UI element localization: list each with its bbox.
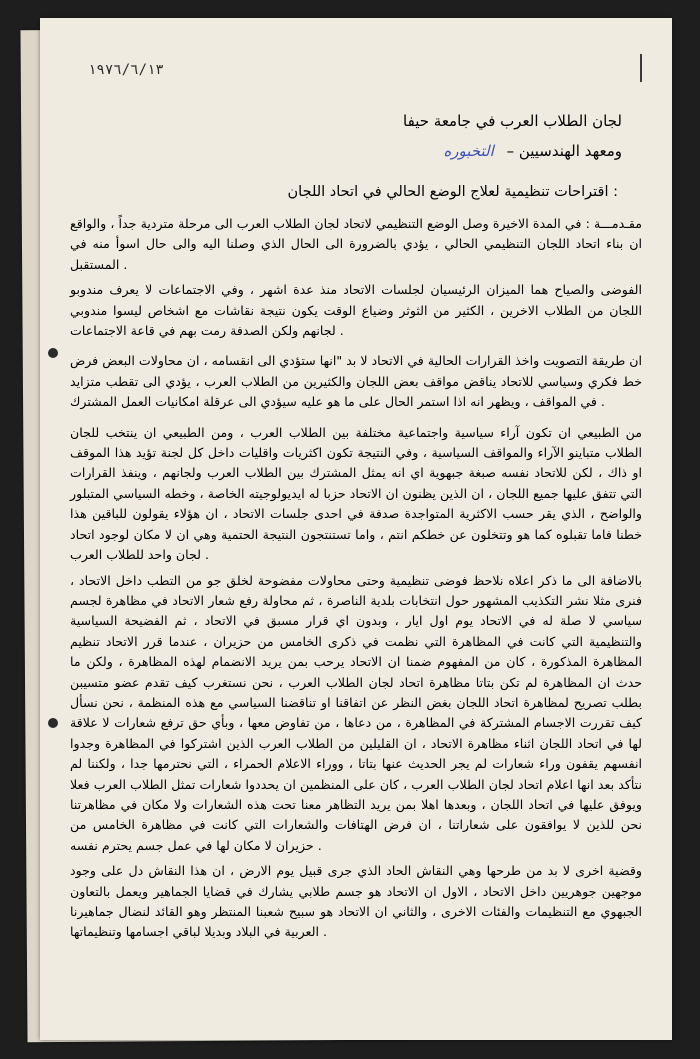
header-line-2-text: ومعهد الهندسيين – (506, 142, 622, 160)
document-sheet (40, 18, 672, 1040)
header-line-2 (403, 136, 622, 166)
document-title: اقتراحات تنظيمية لعلاج الوضع الحالي في اتحاد اللجان : (287, 184, 618, 200)
header-line-1: لجان الطلاب العرب في جامعة حيفا (403, 112, 622, 130)
margin-mark (640, 54, 642, 82)
handwritten-note: التخبوره (443, 142, 494, 160)
paragraph: من الطبيعي ان تكون آراء سياسية واجتماعية مختلفة بين الطلاب العرب ، ومن الطبيعي ان ينتخب للجان الطلاب متباينو الآراء والمواقف السياسية ، وفي النتيجة تكون اكثريات واقليات داخل كل لجنة تؤيد هذا الموقف او ذاك ، لكن للاتحاد نفسه صبغة جبهوية اي انه يمثل المشترك بين الطلاب العرب ولجانهم ، وينفذ القرارات التي تتفق عليها جميع اللجان ، ان الذين يظنون ان الاتحاد حزبا له ايديولوجيته الخاصة ، وخطه السياسي المتبلور والواضح ، الذي يقر حسب الاكثرية المتواجدة صدفة في احدى جلسات الاتحاد ، ان هؤلاء يقولون للباقين هذا خطنا فاما تقبلوه كما هو وتتخلون عن خطكم انتم ، واما تستنتجون النتيجة الحتمية وهي ان لا مكان لوجود اتحاد لجان واحد للطلاب العرب . (70, 424, 642, 563)
punch-hole (48, 348, 58, 358)
document-date: ١٩٧٦/٦/١٣ (88, 62, 164, 78)
paragraph: ان طريقة التصويت واخذ القرارات الحالية في الاتحاد لا بد "انها ستؤدي الى انقسامه ، ان محاولات البعض فرض خط فكري وسياسي للاتحاد يناقض مواقف بعض اللجان والكثيرين من الطلاب العرب ، يؤدي الى تقطب متزايد في المواقف ، ويظهر انه اذا استمر الحال على ما هو عليه سيؤدي الى عرقلة امكانيات العمل المشترك . (70, 353, 642, 410)
paragraph: الفوضى والصياح هما الميزان الرئيسيان لجلسات الاتحاد منذ عدة اشهر ، وفي الاجتماعات لا يعرف مندوبو اللجان من الطلاب الاخرين ، الكثير من الثوثر وضياع الوقت يكون نتيجة نقاشات مع اشخاص ليسوا مندوبي لجانهم ولكن الصدفة رمت بهم في قاعة الاجتماعات . (70, 282, 642, 339)
paragraph: بالاضافة الى ما ذكر اعلاه نلاحظ فوضى تنظيمية وحتى محاولات مفضوحة لخلق جو من التطب داخل الاتحاد ، فنرى مثلا نشر التكذيب المشهور حول انتخابات بلدية الناصرة ، ثم محاولة رفع شعار الاتحاد في مظاهرة لجسم سياسي لا صلة له في الاتحاد يوم اول ايار ، وبدون اي قرار مسبق في الاتحاد ، ثم الفضيحة السياسية والتنظيمية التي كانت في المظاهرة التي نظمت في ذكرى الخامس من حزيران ، عندما قرر الاتحاد تنظيم المظاهرة المذكورة ، كان من المفهوم ضمنا ان الاتحاد يرحب بمن يريد الانضمام لهذه المظاهرة ، ولكن ما حدث ان المظاهرة لم تكن بتاتا مظاهرة اتحاد لجان الطلاب العرب ، نحن نستغرب كيف تقدم عضو متسيبن بطلب تصريح لمظاهرة اتحاد اللجان بغض النظر عن اتفاقنا او تناقضنا السياسي مع هذه المنظمة ، نحن نسأل كيف تقررت الاجسام المشتركة في المظاهرة ، من دعاها ، من تفاوض معها ، وبأي حق ترفع شعارات لا علاقة لها في اتحاد اللجان اثناء مظاهرة الاتحاد ، ان القليلين من الطلاب العرب الذين اشتركوا في المظاهرة وجدوا انفسهم يقفون وراء شعارات لم يجر الحديث عنها بتاتا ، ووراء الاعلام الحمراء ، التي نحترمها جدا ، ولكننا لم نتأكد بعد انها اعلام اتحاد لجان الطلاب العرب ، كان على المنظمين ان يحددوا شعارات تمثل الطلاب العرب فعلا ويوفق عليها في اتحاد اللجان ، وبعدها اهلا بمن يريد التظاهر معنا تحت هذه الشعارات ولا مكان في مظاهرتنا نحن للذين لا يوافقون على شعاراتنا ، ان فرض الهتافات والشعارات التي كانت في مظاهرة الخامس من حزيران لا مكان لها في عمل جسم يحترم نفسه . (70, 572, 642, 853)
punch-hole (48, 718, 58, 728)
paragraph: وقضية اخرى لا بد من طرحها وهي النقاش الحاد الذي جرى قبيل يوم الارض ، ان هذا النقاش دل على وجود موجهين جوهريين داخل الاتحاد ، الاول ان الاتحاد هو جسم طلابي يشارك في قضايا الجماهير ويعمل بالتعاون الجبهوي مع التنظيمات والفئات الاخرى ، والثاني ان الاتحاد هو سبيح شعبنا المنتظر وهو القائد لنضال جماهيرنا العربية في البلاد وبديلا لباقي اجسامها وتنظيماتها . (70, 863, 642, 940)
document-body (70, 214, 642, 948)
paragraph-intro: مقـدمـــة : في المدة الاخيرة وصل الوضع التنظيمي لاتحاد لجان الطلاب العرب الى مرحلة متردية جداً ، والواقع ان بناء اتحاد اللجان التنظيمي الحالي ، يؤدي بالضرورة الى الحال الذي وصلنا اليه والى حال اسوأ منه في المستقبل . (70, 216, 642, 272)
document-header (403, 106, 622, 166)
